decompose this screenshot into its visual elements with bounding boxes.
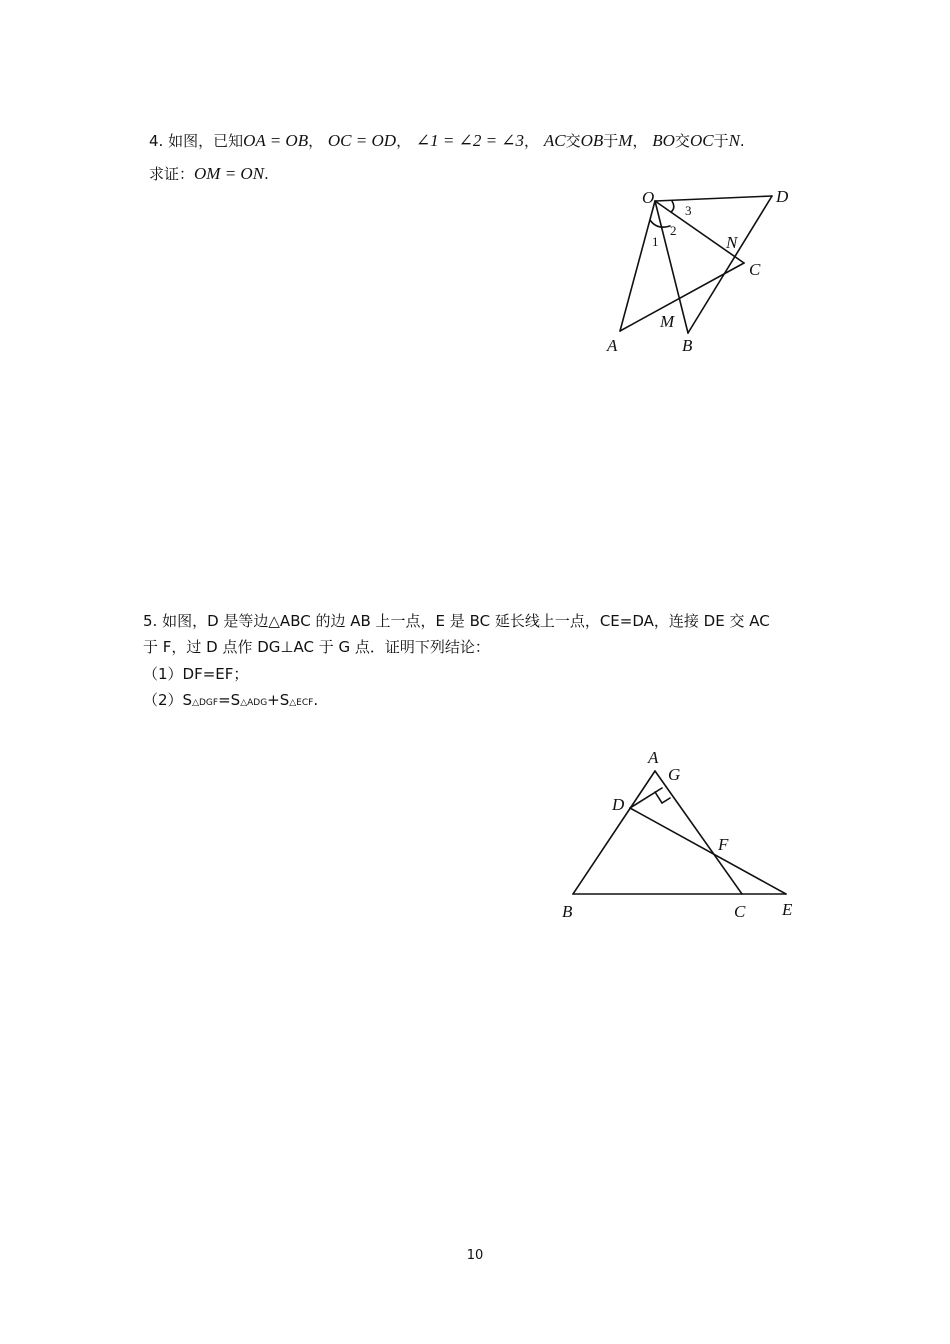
problem4-sep: ， <box>524 132 540 150</box>
problem4-sep: ， <box>308 132 324 150</box>
segment-AB <box>573 771 655 894</box>
problem4-prove-label: 求证： <box>149 165 195 183</box>
problem5-line1: 5. 如图，D 是等边△ABC 的边 AB 上一点，E 是 BC 延长线上一点，CE=DA，连接 DE 交 AC <box>143 612 770 630</box>
problem4-prove-statement: OM = ON <box>194 164 265 183</box>
label-A: A <box>607 336 618 355</box>
page-number: 10 <box>466 1248 484 1263</box>
label-D: D <box>612 795 625 814</box>
angle-label-2: 2 <box>670 223 677 238</box>
segment-DE <box>630 808 786 894</box>
segment-DG <box>630 788 662 808</box>
item2-sub1: △DGF <box>192 698 219 708</box>
problem5-line2: 于 F，过 D 点作 DG⊥AC 于 G 点．证明下列结论： <box>143 638 490 656</box>
label-M: M <box>660 312 675 331</box>
problem4-cond4-d: 于 <box>603 132 619 150</box>
problem4-cond5-d: 于 <box>713 132 729 150</box>
problem4-cond5-b: 交 <box>674 132 690 150</box>
item2-mid2: +S <box>267 691 290 709</box>
item2-sub2: △ADG <box>240 698 268 708</box>
label-F: F <box>718 835 729 854</box>
label-B: B <box>682 336 693 355</box>
problem4-sep: ， <box>632 132 648 150</box>
label-O: O <box>642 188 655 207</box>
problem4-intro: 如图，已知 <box>168 132 244 150</box>
angle-label-3: 3 <box>685 203 692 218</box>
problem4-cond1: OA = OB <box>243 131 309 150</box>
problem4-cond4-e: M <box>618 131 633 150</box>
problem5-item1: （1）DF=EF； <box>143 665 249 683</box>
problem4-cond5-e: N <box>728 131 740 150</box>
label-G: G <box>668 765 681 784</box>
problem4-cond5-c: OC <box>689 131 714 150</box>
problem4-sep: ， <box>396 132 412 150</box>
problem4-cond5-a: BO <box>652 131 675 150</box>
label-N: N <box>726 233 738 252</box>
label-D: D <box>776 187 789 206</box>
problem4-prove-end: . <box>264 165 269 183</box>
problem4-cond4-a: AC <box>543 131 566 150</box>
label-B: B <box>562 902 573 921</box>
item2-prefix: （2）S <box>143 691 193 709</box>
problem4-number: 4. <box>149 132 164 150</box>
label-C: C <box>749 260 761 279</box>
problem4-cond3: ∠1 = ∠2 = ∠3 <box>415 131 525 150</box>
right-angle-mark <box>655 792 670 803</box>
item2-mid1: =S <box>218 691 241 709</box>
item2-sub3: △ECF <box>289 698 314 708</box>
angle-label-1: 1 <box>652 234 659 249</box>
problem4-cond4-c: OB <box>580 131 604 150</box>
label-E: E <box>782 900 793 919</box>
problem4-cond4-b: 交 <box>565 132 581 150</box>
problem4-cond2: OC = OD <box>327 131 397 150</box>
problem4-end: . <box>739 132 745 150</box>
label-C: C <box>734 902 746 921</box>
segment-AC <box>655 771 742 894</box>
label-A: A <box>648 748 659 767</box>
item2-end: . <box>313 691 319 709</box>
